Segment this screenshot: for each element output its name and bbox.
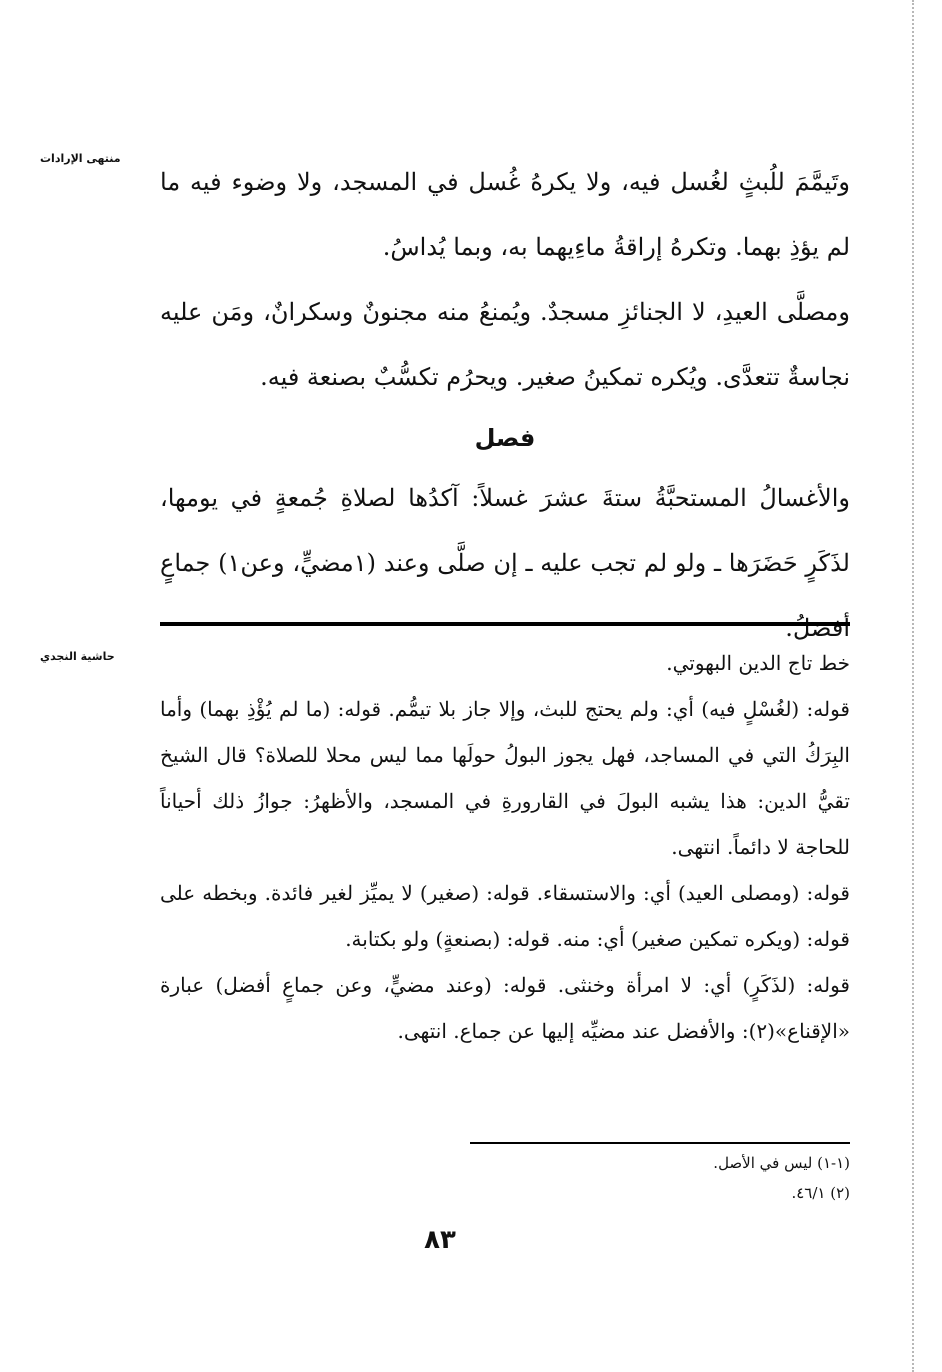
main-text xyxy=(160,150,850,661)
main-paragraph: ومصلَّى العيدِ، لا الجنائزِ مسجدٌ. ويُمنعُ منه مجنونٌ وسكرانٌ، ومَن عليه نجاسةٌ تتعدَّى. ويُكره تمكينُ صغير. ويحرُم تكسُّبٌ بصنعة فيه. xyxy=(160,298,850,391)
page-number: ٨٣ xyxy=(424,1225,456,1255)
footnotes xyxy=(160,1148,850,1208)
scan-edge-dots xyxy=(912,0,914,1372)
side-label-commentary: حاشية النجدي xyxy=(40,650,115,663)
footnote: (١-١) ليس في الأصل. xyxy=(713,1154,850,1172)
footnote-rule xyxy=(470,1142,850,1144)
commentary-paragraph: قوله: (ومصلى العيد) أي: والاستسقاء. قوله: (صغير) لا يميِّز لغير فائدة. وبخطه على قوله: (ويكره تمكين صغير) أي: منه. قوله: (بصنعةٍ) ولو بكتابة. xyxy=(160,881,850,951)
section-heading: فصل xyxy=(474,424,536,452)
footnote: (٢) ٤٦/١. xyxy=(791,1184,850,1202)
commentary-text xyxy=(160,640,850,1054)
commentary-paragraph: خط تاج الدين البهوتي. xyxy=(666,651,850,675)
side-label-source: منتهى الإرادات xyxy=(40,152,121,165)
commentary-paragraph: قوله: (لذَكَرٍ) أي: لا امرأة وخنثى. قوله: (وعند مضيٍّ، وعن جماعٍ أفضل) عبارة «الإقناع»(٢): والأفضل عند مضيِّه إليها عن جماع. انتهى. xyxy=(160,973,850,1043)
section-paragraph: والأغسالُ المستحبَّةُ ستةَ عشرَ غسلاً: آكدُها لصلاةِ جُمعةٍ في يومها، لذَكَرٍ حَضَرَها ـ ولو لم تجب عليه ـ إن صلَّى وعند (١مضيٍّ، وعن١) جماعٍ أفضلُ. xyxy=(160,484,850,642)
separator-rule xyxy=(160,622,850,626)
main-paragraph: وتَيمَّمَ للُبثٍ لغُسل فيه، ولا يكرهُ غُسل في المسجد، ولا وضوء فيه ما لم يؤذِ بهما. وتكرهُ إراقةُ ماءِيهما به، وبما يُداسُ. xyxy=(160,168,850,261)
commentary-paragraph: قوله: (لغُسْلٍ فيه) أي: ولم يحتج للبث، وإلا جاز بلا تيمُّم. قوله: (ما لم يُؤْذِ بهما) وأما البِرَكُ التي في المساجد، فهل يجوز البولُ حولَها مما ليس محلا للصلاة؟ قال الشيخ تقيُّ الدين: هذا يشبه البولَ في القارورةِ في المسجد، والأظهرُ: جوازُ ذلك أحياناً للحاجة لا دائماً. انتهى. xyxy=(160,697,850,859)
